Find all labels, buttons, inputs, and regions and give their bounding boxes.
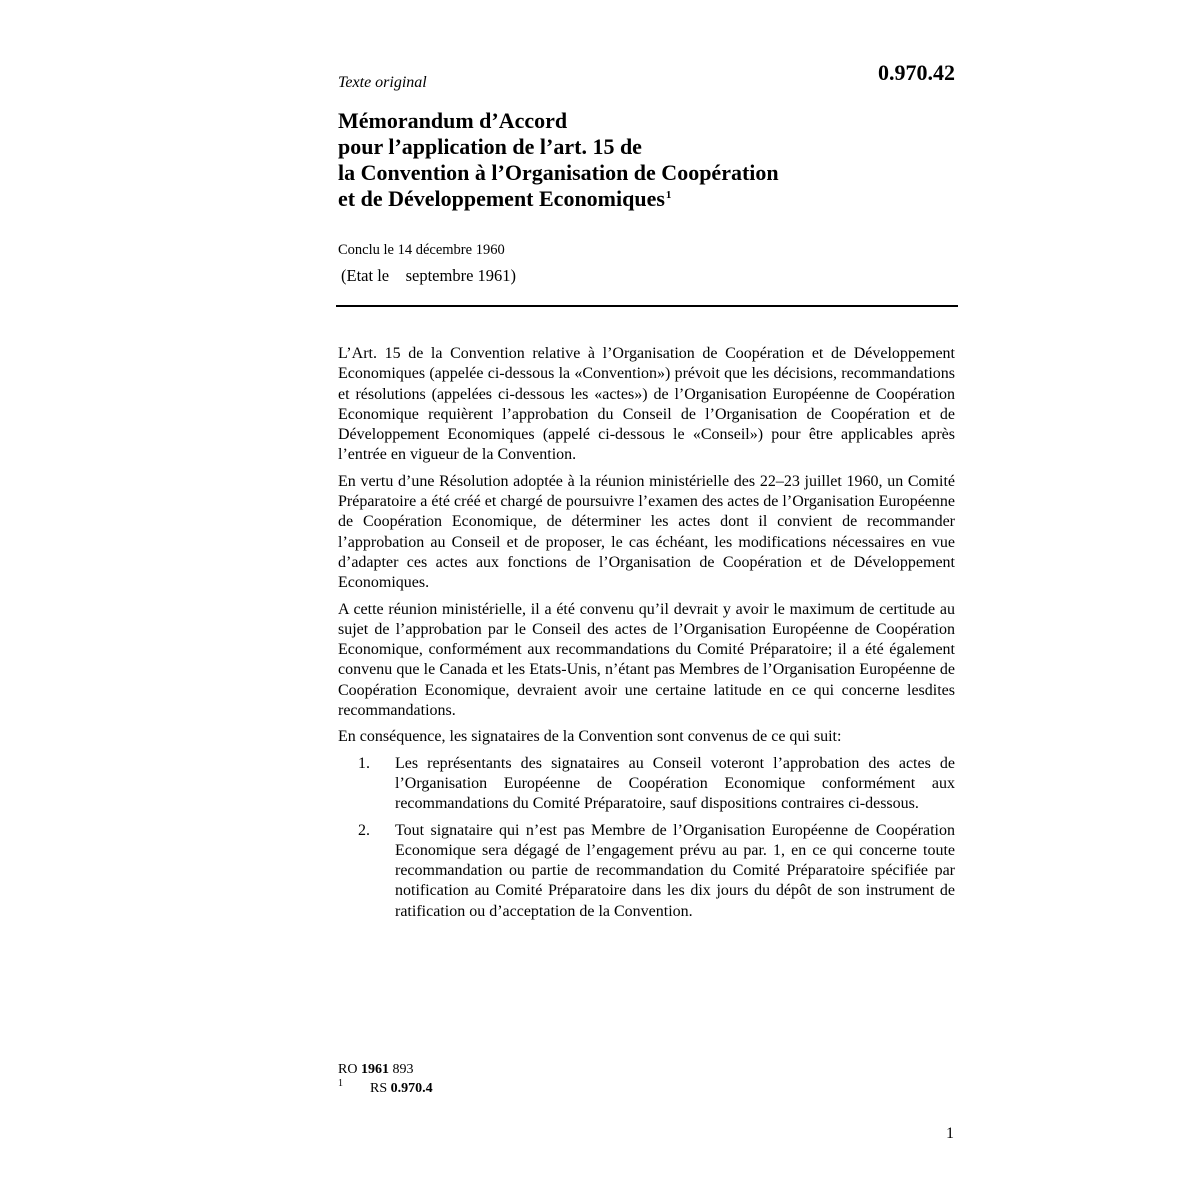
list-item-number: 1. [358,754,370,772]
list-item [338,821,955,922]
footnote-1: 1 RS 0.970.4 [338,1078,433,1096]
concluded-date: Conclu le 14 décembre 1960 [338,242,505,258]
title-line [338,186,958,212]
title-line: la Convention à l’Organisation de Coopération [338,160,779,185]
page-number: 1 [946,1125,954,1142]
list-item-number: 2. [358,821,370,839]
body-paragraph: En vertu d’une Résolution adoptée à la réunion ministérielle des 22–23 juillet 1960, un Comité Préparatoire a été créé et chargé de poursuivre l’examen des actes de l’Organisation Européenne de Coopération Economique, de déterminer les actes dont il convient de recommander l’approbation au Conseil et de proposer, le cas échéant, les modifications nécessaires en vue d’adapter ces actes aux fonctions de l’Organisation de Coopération et de Développement Economiques. [338,472,955,592]
ro-page: 893 [388,1062,414,1077]
list-item-text: Les représentants des signataires au Conseil voteront l’approbation des actes de l’Organisation Européenne de Coopération Economique conformément aux recommandations du Comité Préparatoire, sauf dispositions contraires ci-dessous. [395,754,955,813]
ro-prefix: RO [338,1062,361,1077]
sr-number: 0.970.42 [878,60,955,85]
header-divider [336,305,958,307]
body-paragraph: En conséquence, les signataires de la Convention sont convenus de ce qui suit: [338,728,842,746]
ro-year: 1961 [360,1062,389,1077]
status-date: (Etat le septembre 1961) [341,266,517,285]
title-footnote-ref[interactable]: 1 [665,188,672,201]
title-line-text: et de Développement Economiques [338,186,665,211]
rs-prefix: RS [370,1081,391,1096]
document-title [338,108,958,212]
document-body [338,344,955,928]
rs-number[interactable]: 0.970.4 [390,1081,433,1096]
list-item-text: Tout signataire qui n’est pas Membre de l’Organisation Européenne de Coopération Economique sera dégagé de l’engagement prévu au par. 1, en ce qui concerne toute recommandation ou partie de recommandation du Comité Préparatoire spécifiée par notification au Comité Préparatoire dans les dix jours du dépôt de son instrument de ratification ou d’acceptation de la Convention. [395,821,955,920]
title-line: Mémorandum d’Accord [338,108,568,133]
list-item [338,754,955,815]
footnotes [338,1060,433,1098]
title-line: pour l’application de l’art. 15 de [338,134,642,159]
ro-reference [338,1060,433,1079]
provisions-list [338,754,955,922]
original-text-label: Texte original [338,74,427,91]
body-paragraph: A cette réunion ministérielle, il a été convenu qu’il devrait y avoir le maximum de certitude au sujet de l’approbation par le Conseil des actes de l’Organisation Européenne de Coopération Economique, conformément aux recommandations du Comité Préparatoire; il a été également convenu que le Canada et les Etats-Unis, n’étant pas Membres de l’Organisation Européenne de Coopération Economique, devraient avoir une certaine latitude en ce qui concerne lesdites recommandations. [338,600,955,720]
body-paragraph: L’Art. 15 de la Convention relative à l’Organisation de Coopération et de Développement Economiques (appelée ci-dessous la «Convention») prévoit que les décisions, recommandations et résolutions (appelées ci-dessous les «actes») de l’Organisation Européenne de Coopération Economique requièrent l’approbation du Conseil de l’Organisation de Coopération et de Développement Economiques (appelé ci-dessous le «Conseil») pour être applicables après l’entrée en vigueur de la Convention. [338,345,955,464]
